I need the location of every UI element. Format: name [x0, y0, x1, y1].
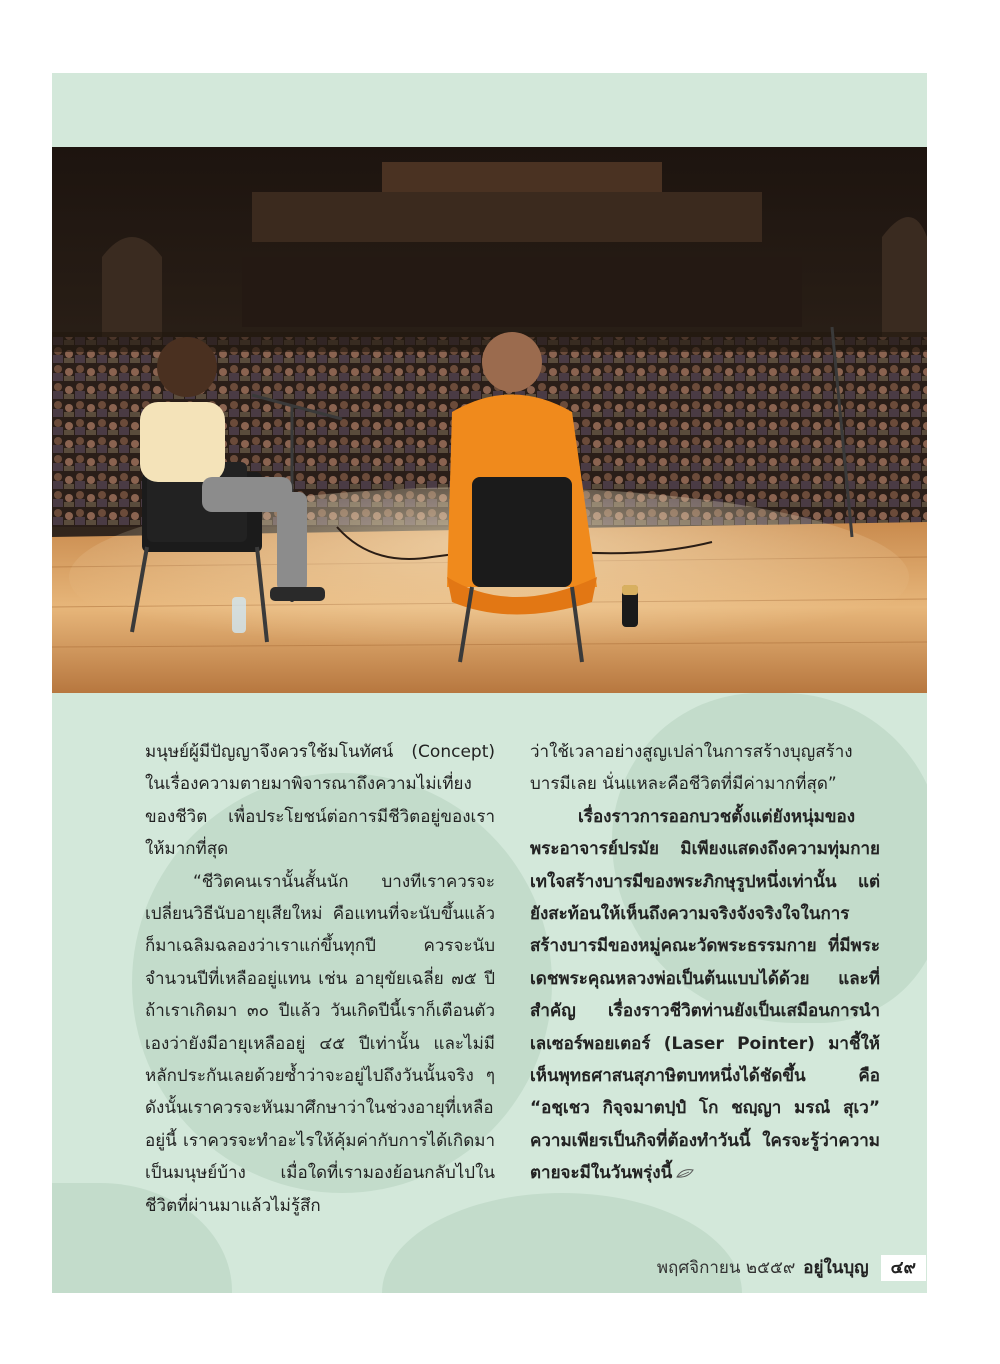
- article-paragraph: “ชีวิตคนเรานั้นสั้นนัก บางทีเราควรจะเปลี่ยนวิธีนับอายุเสียใหม่ คือแทนที่จะนับขึ้นแล้วก็มาเฉลิมฉลองว่าเราแก่ขึ้นทุกปี ควรจะนับจำนวนปีที่เหลืออยู่แทน เช่น อายุขัยเฉลี่ย ๗๕ ปี ถ้าเราเกิดมา ๓๐ ปีแล้ว วันเกิดปีนี้เราก็เตือนตัวเองว่ายังมีอายุเหลืออยู่ ๔๕ ปีเท่านั้น และไม่มีหลักประกันเลยด้วยซ้ำว่าจะอยู่ไปถึงวันนั้นจริง ๆ ดังนั้นเราควรจะหันมาศึกษาว่าในช่วงอายุที่เหลืออยู่นี้ เราควรจะทำอะไรให้คุ้มค่ากับการได้เกิดมาเป็นมนุษย์บ้าง เมื่อใดที่เรามองย้อนกลับไปในชีวิตที่ผ่านมาแล้วไม่รู้สึก: [145, 871, 495, 1216]
- page-number: ๔๙: [881, 1255, 926, 1281]
- article-paragraph: มนุษย์ผู้มีปัญญาจึงควรใช้มโนทัศน์ (Concept) ในเรื่องความตายมาพิจารณาถึงความไม่เที่ยงของชีวิต เพื่อประโยชน์ต่อการมีชีวิตอยู่ของเราให้มากที่สุด: [145, 742, 495, 860]
- magazine-name: อยู่ในบุญ: [803, 1258, 869, 1278]
- article-paragraph-text: เรื่องราวการออกบวชตั้งแต่ยังหนุ่มของพระอาจารย์ปรมัย มิเพียงแสดงถึงความทุ่มกายเทใจสร้างบารมีของพระภิกษุรูปหนึ่งเท่านั้น แต่ยังสะท้อนให้เห็นถึงความจริงจังจริงใจในการสร้างบารมีของหมู่คณะวัดพระธรรมกาย ที่มีพระเดชพระคุณหลวงพ่อเป็นต้นแบบได้ด้วย และที่สำคัญ เรื่องราวชีวิตท่านยังเป็นเสมือนการนำเลเซอร์พอยเตอร์ (Laser Pointer) มาชี้ให้เห็นพุทธศาสนสุภาษิตบทหนึ่งได้ชัดขึ้น คือ “อชฺเชว กิจฺจมาตปฺปํ โก ชญฺญา มรณํ สุเว” ความเพียรเป็นกิจที่ต้องทำวันนี้ ใครจะรู้ว่าความตายจะมีในวันพรุ่งนี้: [530, 806, 880, 1184]
- page-footer: [657, 1254, 926, 1281]
- issue-date: พฤศจิกายน ๒๕๕๙: [656, 1258, 796, 1278]
- article-column-right: [530, 736, 880, 1190]
- article-column-left: [145, 736, 495, 1222]
- article-paragraph: ว่าใช้เวลาอย่างสูญเปล่าในการสร้างบุญสร้างบารมีเลย นั่นแหละคือชีวิตที่มีค่ามากที่สุด”: [530, 742, 853, 795]
- article-paragraph-bold: [530, 801, 880, 1190]
- end-of-article-leaf-icon: [676, 1168, 694, 1178]
- stage-photo: [52, 147, 927, 693]
